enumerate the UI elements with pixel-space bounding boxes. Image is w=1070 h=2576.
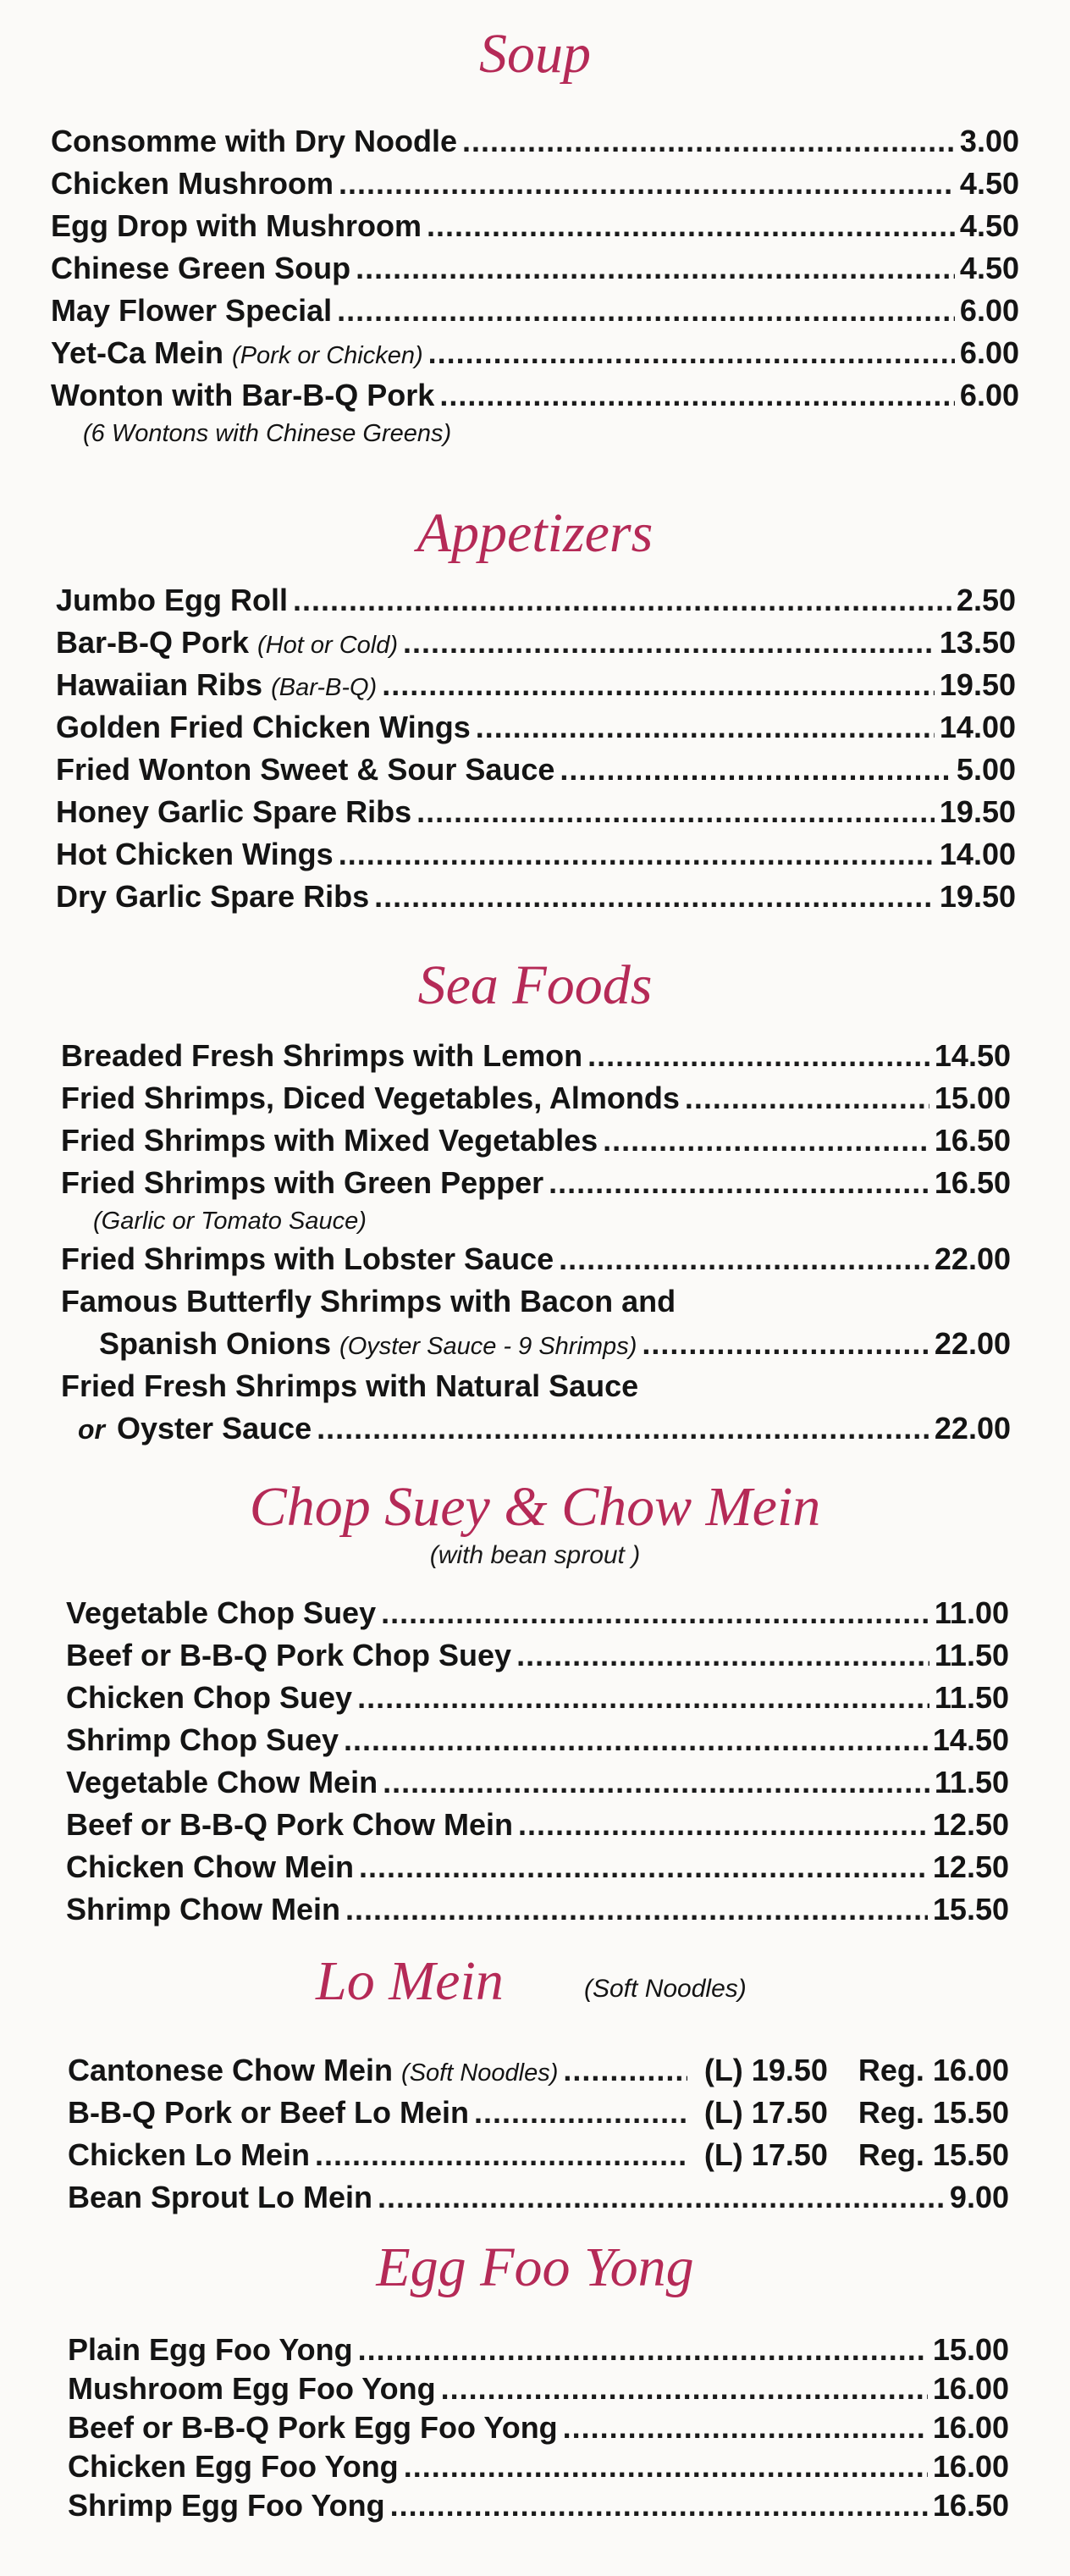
menu-item xyxy=(56,706,1016,749)
item-name: Chicken Lo Mein xyxy=(68,2137,311,2172)
item-name: Plain Egg Foo Yong xyxy=(68,2332,353,2367)
menu-item xyxy=(56,833,1016,876)
menu-item xyxy=(61,1162,1011,1204)
menu-item xyxy=(51,163,1019,205)
menu-item xyxy=(66,1888,1009,1931)
menu-item xyxy=(68,2369,1009,2408)
item-price: 16.00 xyxy=(932,2410,1009,2445)
item-name: Spanish Onions xyxy=(99,1326,332,1361)
item-name: Golden Fried Chicken Wings xyxy=(56,710,471,744)
item-name: Fried Shrimps, Diced Vegetables, Almonds xyxy=(61,1081,680,1115)
lomein-subtitle: (Soft Noodles) xyxy=(584,1975,747,2003)
item-price: 15.50 xyxy=(932,1892,1009,1926)
chopsuey-items xyxy=(0,1592,1070,1931)
item-price: 22.00 xyxy=(934,1411,1011,1446)
item-name: Hawaiian Ribs xyxy=(56,667,263,702)
item-name: Chicken Chow Mein xyxy=(66,1849,355,1884)
item-note: (Oyster Sauce - 9 Shrimps) xyxy=(339,1333,637,1360)
item-name: Bar-B-Q Pork xyxy=(56,625,250,660)
item-name: Dry Garlic Spare Ribs xyxy=(56,879,370,914)
item-name: Oyster Sauce xyxy=(117,1411,312,1446)
soup-items xyxy=(0,120,1070,451)
item-name: Wonton with Bar-B-Q Pork xyxy=(51,378,435,412)
menu-item xyxy=(61,1119,1011,1162)
item-price: 11.50 xyxy=(934,1680,1009,1715)
item-note: (Pork or Chicken) xyxy=(232,342,423,369)
item-price: 14.50 xyxy=(934,1038,1011,1073)
item-name: Shrimp Egg Foo Yong xyxy=(68,2488,385,2523)
item-name: May Flower Special xyxy=(51,293,333,328)
appetizers-title: Appetizers xyxy=(416,502,654,564)
item-price: 15.00 xyxy=(934,1081,1011,1115)
item-note: (Bar-B-Q) xyxy=(271,674,378,701)
natural-line1: Fried Fresh Shrimps with Natural Sauce xyxy=(61,1368,639,1403)
item-name: Beef or B-B-Q Pork Egg Foo Yong xyxy=(68,2410,558,2445)
item-price: 6.00 xyxy=(959,378,1019,412)
seafoods-title: Sea Foods xyxy=(417,954,653,1016)
item-price: 9.00 xyxy=(949,2180,1009,2214)
menu-item xyxy=(66,1592,1009,1634)
item-price: 16.00 xyxy=(932,2371,1009,2406)
menu-item xyxy=(56,749,1016,791)
item-price: 4.50 xyxy=(959,208,1019,243)
item-name: Fried Shrimps with Lobster Sauce xyxy=(61,1241,554,1276)
eggfoo-section xyxy=(0,2236,1070,2300)
appetizers-items xyxy=(0,579,1070,918)
green-pepper-note: (Garlic or Tomato Sauce) xyxy=(93,1208,367,1235)
soup-section xyxy=(0,22,1070,86)
item-price: 16.50 xyxy=(934,1165,1011,1200)
item-name: Fried Wonton Sweet & Sour Sauce xyxy=(56,752,555,787)
item-price: 19.50 xyxy=(939,794,1016,829)
menu-item xyxy=(51,247,1019,290)
item-price: 6.00 xyxy=(959,335,1019,370)
butterfly-line1: Famous Butterfly Shrimps with Bacon and xyxy=(61,1284,676,1318)
item-large-price: (L) 17.50 xyxy=(703,2095,828,2130)
item-price: 14.00 xyxy=(939,710,1016,744)
item-name: Vegetable Chop Suey xyxy=(66,1595,377,1630)
seafoods-items xyxy=(0,1035,1070,1450)
item-price: 16.50 xyxy=(932,2488,1009,2523)
menu-item xyxy=(66,1719,1009,1761)
item-price: 22.00 xyxy=(934,1326,1011,1361)
item-or: or xyxy=(78,1414,105,1445)
menu-item xyxy=(51,205,1019,247)
item-name: Egg Drop with Mushroom xyxy=(51,208,422,243)
item-price: 14.00 xyxy=(939,837,1016,871)
menu-item xyxy=(51,332,1019,374)
menu-item xyxy=(51,120,1019,163)
item-name: Consomme with Dry Noodle xyxy=(51,124,458,158)
item-name: Bean Sprout Lo Mein xyxy=(68,2180,372,2214)
item-name: Honey Garlic Spare Ribs xyxy=(56,794,412,829)
menu-item xyxy=(51,374,1019,417)
menu-item xyxy=(68,2049,1009,2092)
menu-item xyxy=(66,1677,1009,1719)
item-note: (Soft Noodles) xyxy=(401,2059,559,2087)
item-name: Vegetable Chow Mein xyxy=(66,1765,378,1799)
item-price: 5.00 xyxy=(956,752,1016,787)
item-price: 13.50 xyxy=(939,625,1016,660)
seafoods-section xyxy=(0,954,1070,1018)
item-reg-price: Reg. 15.50 xyxy=(858,2137,1009,2172)
appetizers-section xyxy=(0,501,1070,566)
item-price: 19.50 xyxy=(939,879,1016,914)
item-price: 11.50 xyxy=(934,1638,1009,1672)
lomein-section xyxy=(0,1949,1070,2026)
item-name: Chinese Green Soup xyxy=(51,251,351,285)
item-name: Mushroom Egg Foo Yong xyxy=(68,2371,436,2406)
item-price: 15.00 xyxy=(932,2332,1009,2367)
item-reg-price: Reg. 16.00 xyxy=(858,2053,1009,2087)
item-name: Shrimp Chop Suey xyxy=(66,1722,339,1757)
item-price: 4.50 xyxy=(959,166,1019,201)
chopsuey-title: Chop Suey & Chow Mein xyxy=(249,1476,821,1538)
item-price: 6.00 xyxy=(959,293,1019,328)
item-price: 11.50 xyxy=(934,1765,1009,1799)
menu-item xyxy=(68,2447,1009,2486)
menu-item xyxy=(68,2408,1009,2447)
menu-item xyxy=(66,1634,1009,1677)
menu-item xyxy=(61,1323,1011,1365)
item-name: Cantonese Chow Mein xyxy=(68,2053,394,2087)
item-price: 19.50 xyxy=(939,667,1016,702)
item-name: Beef or B-B-Q Pork Chow Mein xyxy=(66,1807,514,1842)
item-price: 11.00 xyxy=(934,1595,1009,1630)
menu-item xyxy=(61,1238,1011,1280)
chopsuey-section xyxy=(0,1475,1070,1570)
item-name: Chicken Egg Foo Yong xyxy=(68,2449,399,2484)
lomein-title: Lo Mein xyxy=(316,1950,504,2012)
menu-item xyxy=(56,791,1016,833)
lomein-items xyxy=(0,2049,1070,2219)
item-price: 12.50 xyxy=(932,1807,1009,1842)
item-price: 3.00 xyxy=(959,124,1019,158)
menu-item xyxy=(61,1077,1011,1119)
menu-item xyxy=(66,1804,1009,1846)
menu-item xyxy=(66,1846,1009,1888)
menu-item xyxy=(56,876,1016,918)
eggfoo-title: Egg Foo Yong xyxy=(376,2236,694,2298)
menu-item xyxy=(56,664,1016,706)
item-name: Hot Chicken Wings xyxy=(56,837,334,871)
chopsuey-subtitle: (with bean sprout ) xyxy=(429,1541,641,1569)
item-price: 16.50 xyxy=(934,1123,1011,1158)
wonton-note: (6 Wontons with Chinese Greens) xyxy=(83,420,452,447)
item-price: 2.50 xyxy=(956,583,1016,617)
item-price: 4.50 xyxy=(959,251,1019,285)
item-name: Chicken Mushroom xyxy=(51,166,334,201)
menu-item xyxy=(61,1035,1011,1077)
menu-item xyxy=(56,579,1016,622)
item-name: Beef or B-B-Q Pork Chop Suey xyxy=(66,1638,512,1672)
item-note: (Hot or Cold) xyxy=(257,632,399,659)
item-name: Shrimp Chow Mein xyxy=(66,1892,340,1926)
soup-title: Soup xyxy=(479,23,591,85)
item-price: 12.50 xyxy=(932,1849,1009,1884)
item-name: Yet-Ca Mein xyxy=(51,335,224,370)
item-name: B-B-Q Pork or Beef Lo Mein xyxy=(68,2095,470,2130)
menu-item xyxy=(68,2134,1009,2176)
item-name: Fried Shrimps with Green Pepper xyxy=(61,1165,544,1200)
item-name: Fried Shrimps with Mixed Vegetables xyxy=(61,1123,598,1158)
item-price: 22.00 xyxy=(934,1241,1011,1276)
menu-item xyxy=(68,2330,1009,2369)
menu-item xyxy=(56,622,1016,664)
menu-item xyxy=(68,2092,1009,2134)
menu-item xyxy=(51,290,1019,332)
item-reg-price: Reg. 15.50 xyxy=(858,2095,1009,2130)
menu-item xyxy=(68,2176,1009,2219)
menu-item xyxy=(61,1407,1011,1450)
item-name: Breaded Fresh Shrimps with Lemon xyxy=(61,1038,583,1073)
item-name: Jumbo Egg Roll xyxy=(56,583,288,617)
item-price: 16.00 xyxy=(932,2449,1009,2484)
item-name: Chicken Chop Suey xyxy=(66,1680,353,1715)
item-large-price: (L) 17.50 xyxy=(703,2137,828,2172)
item-large-price: (L) 19.50 xyxy=(703,2053,828,2087)
eggfoo-items xyxy=(0,2330,1070,2525)
menu-item xyxy=(66,1761,1009,1804)
menu-item xyxy=(68,2486,1009,2525)
item-price: 14.50 xyxy=(932,1722,1009,1757)
